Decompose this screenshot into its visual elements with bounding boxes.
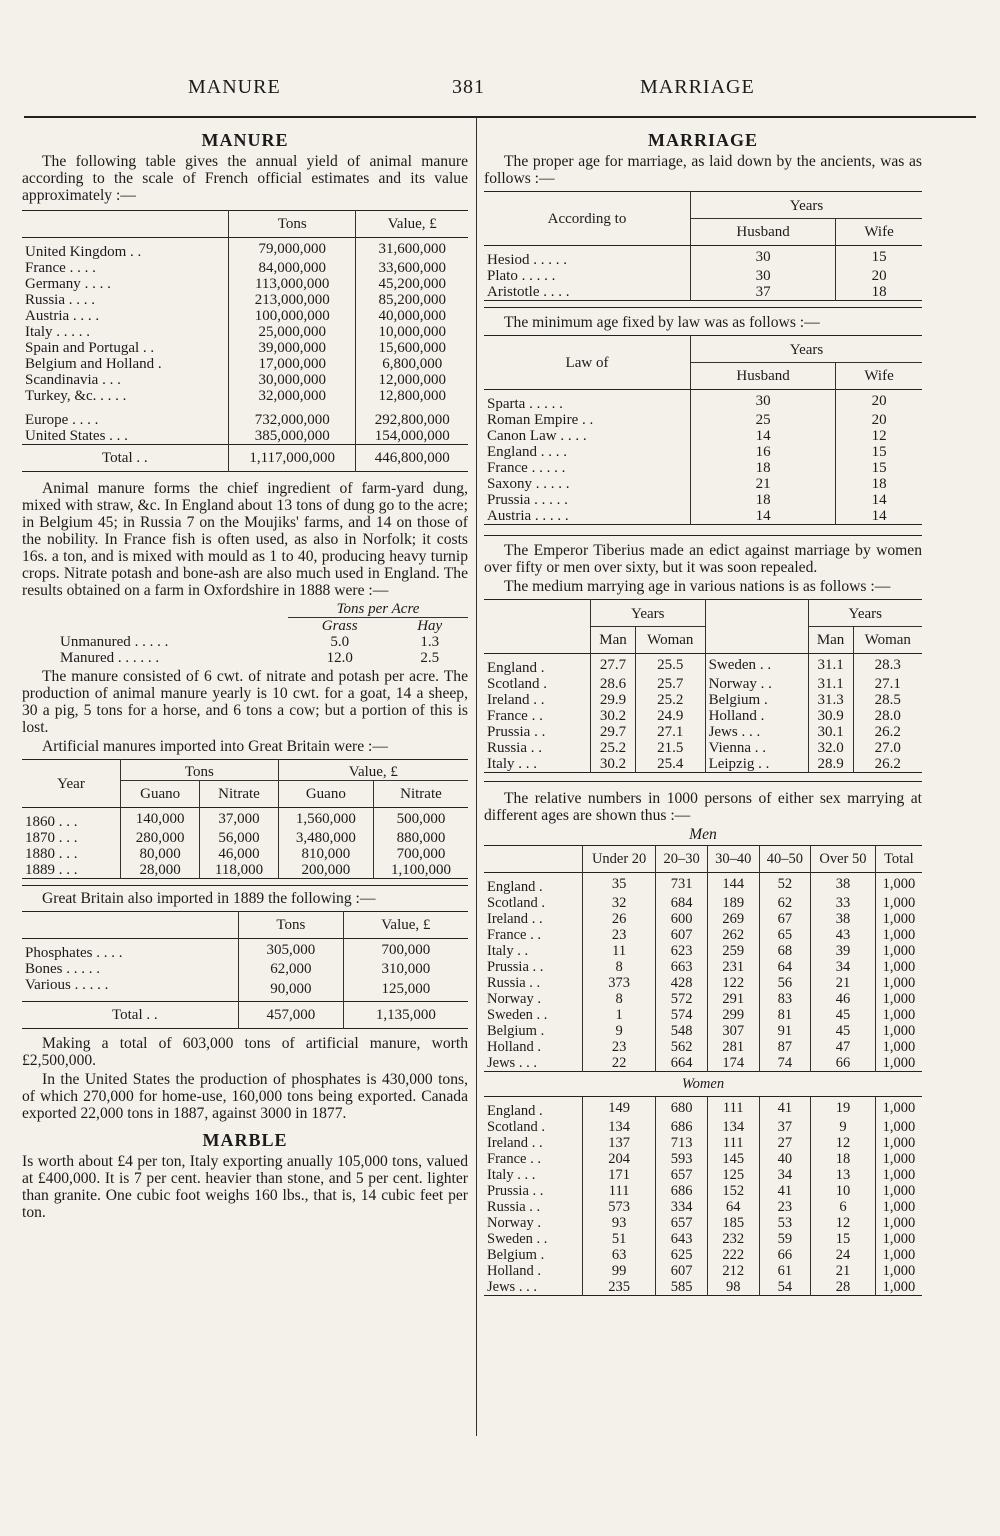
table-row: 1860 . . . 140,000 37,000 1,560,000 500,000: [22, 808, 468, 831]
table-row: United Kingdom . . 79,000,000 31,600,000: [22, 238, 468, 261]
table-row: Austria . . . . . 14 14: [484, 508, 922, 525]
ancients-table: According to Years Husband Wife Hesiod . . . . . 30 15 Plato . . . . . 30 20 Aristotle . . . . 37 18: [484, 191, 922, 301]
table-row: France . . 30.2 24.9 Holland . 30.9 28.0: [484, 708, 922, 724]
manure-para-4: Great Britain also imported in 1889 the following :—: [22, 885, 468, 907]
column-divider: [476, 118, 477, 1436]
marriage-intro: The proper age for marriage, as laid down by the ancients, was as follows :—: [484, 153, 922, 187]
table-row: England . . . . 16 15: [484, 444, 922, 460]
table-row: Russia . . 373 428 122 56 21 1,000: [484, 975, 922, 991]
table-row: Sweden . . 51 643 232 59 15 1,000: [484, 1231, 922, 1247]
col-value: Value, £: [356, 211, 468, 238]
acre-caption: Tons per Acre: [288, 601, 468, 618]
table-row: Aristotle . . . . 37 18: [484, 284, 922, 301]
table-row: Prussia . . 111 686 152 41 10 1,000: [484, 1183, 922, 1199]
col-tons: Tons: [229, 211, 356, 238]
table-row: Various . . . . . 90,000 125,000: [22, 977, 468, 1002]
table-row: Europe . . . . 732,000,000 292,800,000: [22, 412, 468, 428]
table-row: Russia . . 25.2 21.5 Vienna . . 32.0 27.0: [484, 740, 922, 756]
table-row: Norway . 8 572 291 83 46 1,000: [484, 991, 922, 1007]
table-row: 1889 . . . 28,000 118,000 200,000 1,100,000: [22, 862, 468, 879]
table-row: Sparta . . . . . 30 20: [484, 390, 922, 413]
women-label: Women: [484, 1072, 922, 1097]
table-row: Roman Empire . . 25 20: [484, 412, 922, 428]
running-head-left: MANURE: [188, 76, 281, 98]
table-row: Spain and Portugal . . 39,000,000 15,600,000: [22, 340, 468, 356]
acre-table: Tons per Acre Grass Hay Unmanured . . . . . 5.0 1.3 Manured . . . . . . 12.0 2.5: [22, 601, 468, 666]
artificial-table: Year Tons Value, £ Guano Nitrate Guano Nitrate 1860 . . . 140,000 37,000 1,560,000 500,000 1870 . . . 280,000 56,000 3,480,000 880,000 1880 . . . 80,000 46,000 810,000 700,000 1889 . . . 28,000 118,000 200,000 1,100,000: [22, 759, 468, 879]
imports-table: Tons Value, £ Phosphates . . . . 305,000 700,000 Bones . . . . . 62,000 310,000 Various . . . . . 90,000 125,000 Total . . 457,000 1,135,000: [22, 911, 468, 1029]
table-row: Russia . . . . 213,000,000 85,200,000: [22, 292, 468, 308]
table-row: Jews . . . 235 585 98 54 28 1,000: [484, 1279, 922, 1296]
table-row: Italy . . . 30.2 25.4 Leipzig . . 28.9 26.2: [484, 756, 922, 773]
table-row: United States . . . 385,000,000 154,000,000: [22, 428, 468, 445]
running-head: [0, 76, 1000, 106]
table-row: England . 35 731 144 52 38 1,000: [484, 873, 922, 896]
manure-para-1: Animal manure forms the chief ingredient of farm-yard dung, mixed with straw, &c. In England about 13 tons of dung go to the acre; in Belgium 45; in Russia 7 on the Moujiks' farms, and 14 on those of the nobility. In France fish is often used, as also in Norfolk; it costs 16s. a ton, and is mixed with mould as 1 to 40, producing heavy turnip crops. Nitrate potash and bone-ash are also much used in England. The results obtained on a farm in Oxfordshire in 1888 were :—: [22, 480, 468, 599]
table-row: Jews . . . 22 664 174 74 66 1,000: [484, 1055, 922, 1072]
table-row: Italy . . . . . 25,000,000 10,000,000: [22, 324, 468, 340]
table-row: France . . 23 607 262 65 43 1,000: [484, 927, 922, 943]
table-row: Austria . . . . 100,000,000 40,000,000: [22, 308, 468, 324]
manure-para-3: Artificial manures imported into Great Britain were :—: [42, 738, 388, 755]
table-row: Turkey, &c. . . . . 32,000,000 12,800,000: [22, 388, 468, 404]
right-column: [484, 126, 922, 1296]
table-row: Belgium . 63 625 222 66 24 1,000: [484, 1247, 922, 1263]
table-row: Germany . . . . 113,000,000 45,200,000: [22, 276, 468, 292]
table-row: 1870 . . . 280,000 56,000 3,480,000 880,000: [22, 830, 468, 846]
marble-heading: MARBLE: [202, 1130, 288, 1150]
table-row: Scandinavia . . . 30,000,000 12,000,000: [22, 372, 468, 388]
table-row: France . . . . . 18 15: [484, 460, 922, 476]
marriage-para-relative: The relative numbers in 1000 persons of either sex marrying at different ages are shown thus :—: [484, 781, 922, 824]
table-row: England . 27.7 25.5 Sweden . . 31.1 28.3: [484, 654, 922, 677]
total-row: Total . . 457,000 1,135,000: [22, 1002, 468, 1029]
table-row: Scotland . 32 684 189 62 33 1,000: [484, 895, 922, 911]
manure-heading: MANURE: [201, 130, 289, 150]
table-row: Plato . . . . . 30 20: [484, 268, 922, 284]
table-row: Russia . . 573 334 64 23 6 1,000: [484, 1199, 922, 1215]
table-row: Prussia . . 8 663 231 64 34 1,000: [484, 959, 922, 975]
table-row: Phosphates . . . . 305,000 700,000: [22, 939, 468, 962]
table-row: Canon Law . . . . 14 12: [484, 428, 922, 444]
manure-intro: The following table gives the annual yield of animal manure according to the scale of French official estimates and its value approximately :—: [22, 153, 468, 204]
table-row: England . 149 680 111 41 19 1,000: [484, 1097, 922, 1120]
table-row: Unmanured . . . . . 5.0 1.3: [60, 634, 440, 650]
table-row: Ireland . . 29.9 25.2 Belgium . 31.3 28.5: [484, 692, 922, 708]
marriage-para-law: The minimum age fixed by law was as follows :—: [484, 307, 922, 331]
table-row: Ireland . . 26 600 269 67 38 1,000: [484, 911, 922, 927]
marriage-para-medium: The medium marrying age in various nations is as follows :—: [504, 578, 891, 595]
table-row: Sweden . . 1 574 299 81 45 1,000: [484, 1007, 922, 1023]
table-row: Hesiod . . . . . 30 15: [484, 246, 922, 269]
table-row: France . . 204 593 145 40 18 1,000: [484, 1151, 922, 1167]
table-row: Scotland . 134 686 134 37 9 1,000: [484, 1119, 922, 1135]
table-row: Ireland . . 137 713 111 27 12 1,000: [484, 1135, 922, 1151]
table-row: Italy . . . 171 657 125 34 13 1,000: [484, 1167, 922, 1183]
manure-yield-table: [22, 210, 468, 472]
manure-para-5: Making a total of 603,000 tons of artificial manure, worth £2,500,000.: [22, 1035, 468, 1069]
manure-para-6: In the United States the production of phosphates is 430,000 tons, of which 270,000 for home-use, 160,000 tons being exported. Canada exported 22,000 tons in 1887, against 3000 in 1877.: [22, 1071, 468, 1122]
table-row: Italy . . 11 623 259 68 39 1,000: [484, 943, 922, 959]
law-table: Law of Years Husband Wife Sparta . . . . . 30 20 Roman Empire . . 25 20 Canon Law . . . . 14 12 England . . . . 16 15 France . . . . . 18 15 Saxony . . . . . 21 18 Prussia . . . . . 18 14 Austria . . . . . 14 14: [484, 335, 922, 525]
table-row: 1880 . . . 80,000 46,000 810,000 700,000: [22, 846, 468, 862]
table-row: Saxony . . . . . 21 18: [484, 476, 922, 492]
table-row: Norway . 93 657 185 53 12 1,000: [484, 1215, 922, 1231]
marble-para: Is worth about £4 per ton, Italy exporting anually 105,000 tons, valued at £400,000. It is 7 per cent. heavier than stone, and 5 per cent. lighter than granite. One cubic foot weighs 160 lbs., that is, 14 cubic feet per ton.: [22, 1153, 468, 1221]
total-row: Total . . 1,117,000,000 446,800,000: [22, 445, 468, 472]
table-row: Bones . . . . . 62,000 310,000: [22, 961, 468, 977]
table-row: France . . . . 84,000,000 33,600,000: [22, 260, 468, 276]
manure-para-2: The manure consisted of 6 cwt. of nitrate and potash per acre. The production of animal manure yearly is 10 cwt. for a goat, 14 a sheep, 30 a pig, 5 tons for a horse, and 6 tons a cow; but a portion of this is lost.: [22, 668, 468, 736]
left-column: [22, 126, 468, 1223]
table-row: Manured . . . . . . 12.0 2.5: [60, 650, 440, 666]
table-row: Prussia . . 29.7 27.1 Jews . . . 30.1 26.2: [484, 724, 922, 740]
marriage-para-tiberius: The Emperor Tiberius made an edict against marriage by women over fifty or men over sixty, but it was soon repealed.: [484, 535, 922, 576]
header-rule: [24, 116, 976, 118]
table-row: Holland . 23 562 281 87 47 1,000: [484, 1039, 922, 1055]
table-row: Belgium and Holland . 17,000,000 6,800,000: [22, 356, 468, 372]
men-label: Men: [689, 826, 717, 843]
page-number: 381: [452, 76, 485, 98]
medium-age-table: Years Years Man Woman Man Woman England . 27.7 25.5 Sweden . . 31.1 28.3 Scotland . 28.6 25.7 Norway . . 31.1 27.1 Ireland . . 29.9 25.2 Belgium . 31.3 28.5 France . . 30.2 24.9 Holland . 30.9 28.0 Prussia . . 29.7 27.1 Jews . . . 30.1 26.2 Russia . . 25.2 21.5 Vienna . . 32.0 27.0 Italy . . . 30.2 25.4 Leipzig . . 28.9 26.2: [484, 599, 922, 773]
table-row: Holland . 99 607 212 61 21 1,000: [484, 1263, 922, 1279]
marriage-heading: MARRIAGE: [648, 130, 758, 150]
running-head-right: MARRIAGE: [640, 76, 755, 98]
table-row: Prussia . . . . . 18 14: [484, 492, 922, 508]
table-row: Scotland . 28.6 25.7 Norway . . 31.1 27.1: [484, 676, 922, 692]
table-row: Belgium . 9 548 307 91 45 1,000: [484, 1023, 922, 1039]
relative-table: Under 20 20–30 30–40 40–50 Over 50 Total England . 35 731 144 52 38 1,000 Scotland . 32 684 189 62 33 1,000 Ireland . . 26 600 269 67 38 1,000 France . . 23 607 262 65 43 1,000 Italy . . 11 623 259 68 39 1,000 Prussia . . 8 663 231 64 34 1,000 Russia . . 373 428 122 56 21 1,000 Norway . 8 572 291 83 46 1,000 Sweden . . 1 574 299 81 45 1,000 Belgium . 9 548 307 91 45 1,000 Holland . 23 562 281 87 47 1,000 Jews . . . 22 664 174 74 66 1,000 Women England . 149 680 111 41 19 1,000 Scotland . 134 686 134 37 9 1,000 Ireland . . 137 713 111 27 12 1,000 France . . 204 593 145 40 18 1,000 Italy . . . 171 657 125 34 13 1,000 Prussia . . 111 686 152 41 10 1,000 Russia . . 573 334 64 23 6 1,000 Norway . 93 657 185 53 12 1,000 Sweden . . 51 643 232 59 15 1,000 Belgium . 63 625 222 66 24 1,000 Holland . 99 607 212 61 21 1,000 Jews . . . 235 585 98 54 28 1,000: [484, 845, 922, 1296]
